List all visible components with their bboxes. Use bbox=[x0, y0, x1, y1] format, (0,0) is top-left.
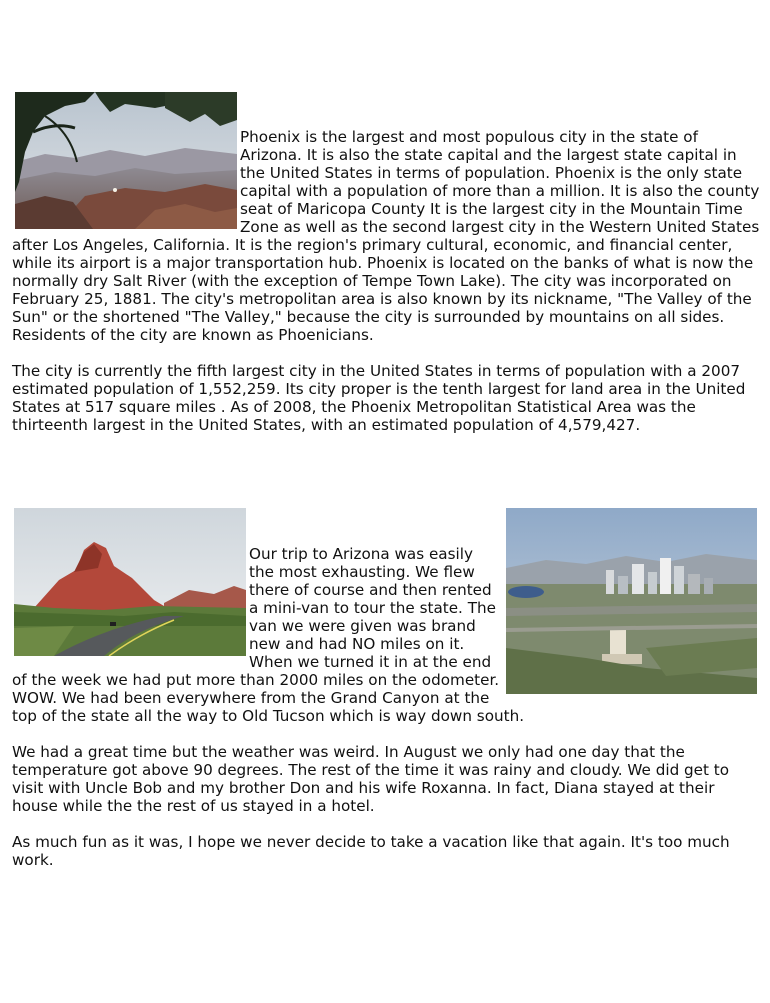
trip-weather-paragraph: We had a great time but the weather was weird. In August we only had one day that the temperature got above 90 degrees. The rest of the time it was rainy and cloudy. We did get to visit with Uncle Bob and my brother Don and his wife Roxanna. In fact, Diana stayed at their house while the the rest of us stayed in a hotel. bbox=[12, 743, 730, 815]
phoenix-skyline-image bbox=[506, 508, 757, 694]
phoenix-facts-section bbox=[12, 92, 760, 452]
grand-canyon-photo bbox=[15, 92, 237, 229]
phoenix-intro-paragraph: Phoenix is the largest and most populous city in the state of Arizona. It is also the state capital and the largest state capital in the United States in terms of population. Phoenix is the only state capital with a population of more than a million. It is also the county seat of Maricopa County It is the largest city in the Mountain Time Zone as well as the second largest city in the Western United States after Los Angeles, California. It is the region's primary cultural, economic, and financial center, while its airport is a major transportation hub. Phoenix is located on the banks of what is now the normally dry Salt River (with the exception of Tempe Town Lake). The city was incorporated on February 25, 1881. The city's metropolitan area is also known by its nickname, "The Valley of the Sun" or the shortened "The Valley," because the city is surrounded by mountains on all sides. Residents of the city are known as Phoenicians. bbox=[12, 128, 760, 344]
grand-canyon-image bbox=[15, 92, 237, 229]
bell-rock-image bbox=[14, 508, 246, 656]
trip-story-paragraph: Our trip to Arizona was easily the most exhausting. We flew there of course and then rented a mini-van to tour the state. The van we were given was brand new and had NO miles on it. When we turned it in at the end of the week we had put more than 2000 miles on the odometer. WOW. We had been everywhere from the Grand Canyon at the top of the state all the way to Old Tucson which is way down south. bbox=[12, 545, 525, 725]
phoenix-skyline-photo bbox=[506, 508, 757, 694]
trip-section bbox=[12, 508, 760, 887]
bell-rock-photo bbox=[14, 508, 246, 656]
phoenix-population-paragraph: The city is currently the fifth largest city in the United States in terms of population with a 2007 estimated population of 1,552,259. Its city proper is the tenth largest for land area in the United States at 517 square miles . As of 2008, the Phoenix Metropolitan Statistical Area was the thirteenth largest in the United States, with an estimated population of 4,579,427. bbox=[12, 362, 746, 434]
trip-conclusion-paragraph: As much fun as it was, I hope we never decide to take a vacation like that again. It's too much work. bbox=[12, 833, 730, 869]
